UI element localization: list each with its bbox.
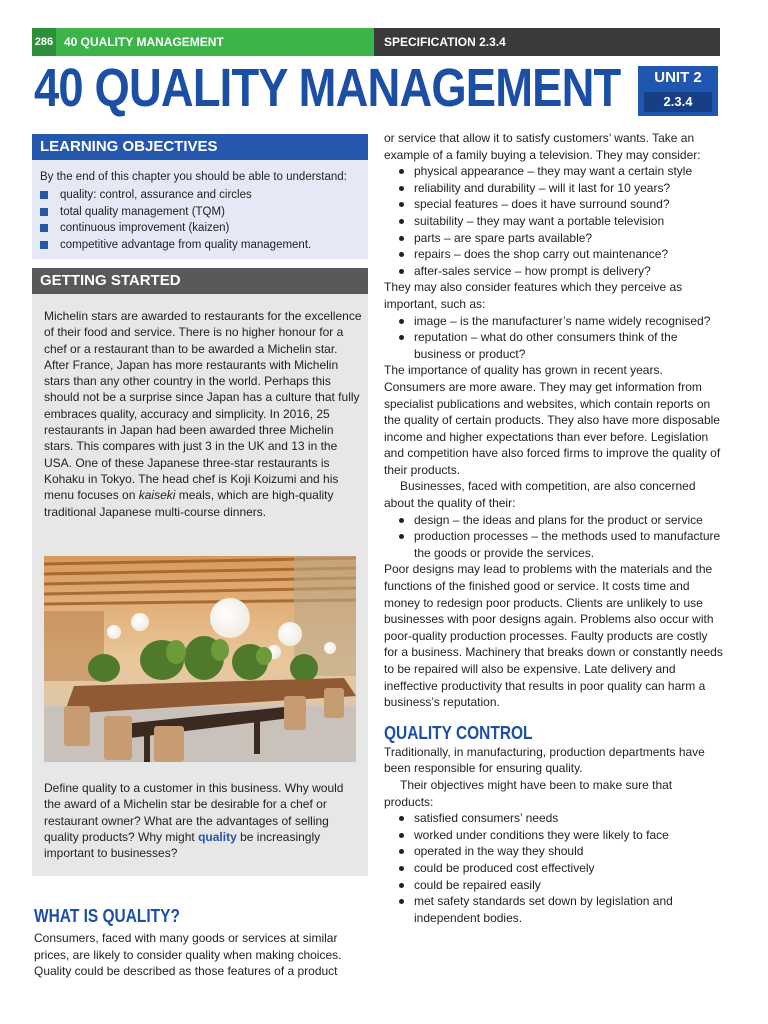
bullet-list [384,163,724,279]
header-chapter-title: 40 QUALITY MANAGEMENT [64,35,224,49]
bullet-list [384,313,724,363]
bullet-list [384,512,724,562]
learning-objectives-heading: LEARNING OBJECTIVES [32,134,368,160]
header-specification: SPECIFICATION 2.3.4 [384,35,506,49]
list-item: met safety standards set down by legislation and independent bodies. [384,893,724,926]
learning-objectives-box [32,134,368,259]
list-item: reliability and durability – will it last for 10 years? [384,180,724,197]
list-item: repairs – does the shop carry out maintenance? [384,246,724,263]
list-item: could be produced cost effectively [384,860,724,877]
learning-objectives-list [32,187,368,253]
square-bullet-icon [40,208,48,216]
unit-label: UNIT 2 [654,69,702,86]
page-number: 286 [32,28,56,56]
list-item: production processes – the methods used to manufacture the goods or provide the services. [384,528,724,561]
square-bullet-icon [40,241,48,249]
list-item: physical appearance – they may want a certain style [384,163,724,180]
list-item: suitability – they may want a portable television [384,213,724,230]
italic-term: kaiseki [138,488,176,503]
quality-control-heading: QUALITY CONTROL [384,722,533,743]
list-item: parts – are spare parts available? [384,230,724,247]
paragraph: Their objectives might have been to make sure that products: [384,777,673,809]
header-chapter-band [32,28,374,56]
list-item: operated in the way they should [384,843,724,860]
list-item: worked under conditions they were likely to face [384,827,724,844]
keyword-link: quality [198,829,237,844]
objective-text: total quality management (TQM) [60,205,225,218]
unit-badge [638,66,718,116]
learning-objectives-intro: By the end of this chapter you should be able to understand: [40,171,347,183]
unit-code: 2.3.4 [644,92,712,112]
list-item: could be repaired easily [384,877,724,894]
right-column [384,130,724,926]
list-item: image – is the manufacturer’s name widely recognised? [384,313,724,330]
objective-item [40,187,368,204]
bullet-list [384,810,724,926]
paragraph: They may also consider features which they perceive as important, such as: [384,280,683,311]
list-item: reputation – what do other consumers think of the business or product? [384,329,724,362]
paragraph: or service that allow it to satisfy customers’ wants. Take an example of a family buying a television. They may consider: [384,131,701,162]
objective-item [40,220,368,237]
list-item: design – the ideas and plans for the product or service [384,512,724,529]
objective-text: competitive advantage from quality management. [60,238,312,251]
paragraph: Businesses, faced with competition, are also concerned about the quality of their: [384,479,696,511]
objective-text: quality: control, assurance and circles [60,189,252,201]
running-header [32,28,720,56]
list-item: special features – does it have surround sound? [384,196,724,213]
square-bullet-icon [40,191,48,199]
objective-item [40,237,368,254]
list-item: after-sales service – how prompt is delivery? [384,263,724,280]
paragraph: Poor designs may lead to problems with the materials and the functions of the finished good or service. It costs time and money to redesign poor products. Clients are unlikely to use businesses with poor designs again. Problems also occur with poor-quality production processes. Faulty products are costly for a business. Machinery that breaks down or constantly needs to be repaired will also be expensive. Late delivery and ineffective productivity that results in poor quality can harm a business’s reputation. [384,562,723,710]
getting-started-box [32,268,368,876]
page-title: 40 QUALITY MANAGEMENT [34,58,621,118]
objective-item [40,204,368,221]
getting-started-heading: GETTING STARTED [32,268,368,294]
getting-started-questions: Define quality to a customer in this business. Why would the award of a Michelin star be desirable for a chef or restaurant owner? What are the advantages of selling quality products? Why might quality be increasingly important to businesses? [44,781,344,861]
restaurant-photo [44,556,356,762]
square-bullet-icon [40,224,48,232]
what-is-quality-heading: WHAT IS QUALITY? [34,906,180,926]
getting-started-paragraph: Michelin stars are awarded to restaurants for the excellence of their food and service. There is no higher honour for a chef or a restaurant than to be awarded a Michelin star. After France, Japan has more restaurants with Michelin stars than any other country in the world. Perhaps this should not be a surprise since Japan has a culture that fully embraces quality, accuracy and simplicity. In 2016, 25 restaurants in Japan had been awarded three Michelin stars. This compares with just 3 in the UK and 13 in the USA. One of these Japanese three-star restaurants is Kohaku in Tokyo. The head chef is Koji Koizumi and his menu focuses on kaiseki meals, which are high-quality traditional Japanese multi-course dinners. [44,309,362,519]
objective-text: continuous improvement (kaizen) [60,222,230,234]
what-is-quality-paragraph: Consumers, faced with many goods or services at similar prices, are likely to consider quality when making choices. Quality could be described as those features of a product [34,931,342,978]
list-item: satisfied consumers’ needs [384,810,724,827]
paragraph: Traditionally, in manufacturing, production departments have been responsible for ensuring quality. [384,744,705,776]
paragraph: The importance of quality has grown in recent years. Consumers are more aware. They may get information from specialist publications and websites, which contain reports on the quality of certain products. They also have more disposable income and higher expectations than ever before. Legislation and competition have also forced firms to improve the quality of their products. [384,363,721,477]
